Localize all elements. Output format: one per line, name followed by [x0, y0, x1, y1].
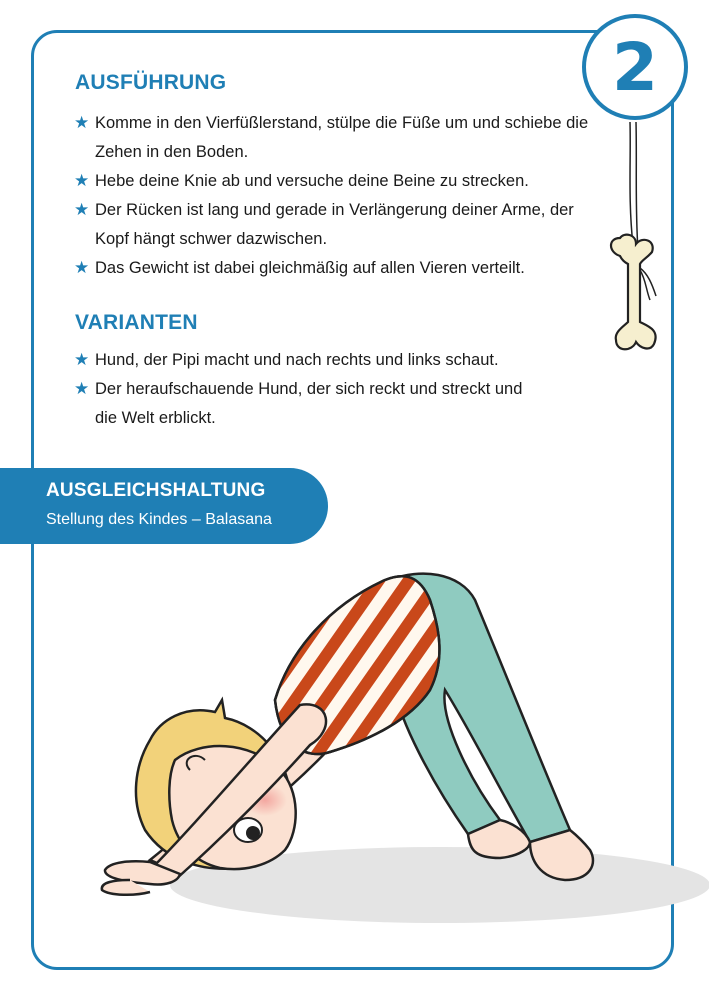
star-icon: ★: [74, 200, 90, 220]
varianten-heading: VARIANTEN: [75, 311, 198, 334]
ausfuehrung-heading: AUSFÜHRUNG: [75, 71, 227, 94]
list-item: ★ Das Gewicht ist dabei gleichmäßig auf allen Vieren verteilt.: [74, 254, 604, 283]
list-item: ★ Komme in den Vierfüßlerstand, stülpe die Füße um und schiebe die Zehen in den Boden.: [74, 109, 604, 167]
list-item: ★ Der heraufschauende Hund, der sich reckt und streckt und die Welt erblickt.: [74, 375, 534, 433]
star-icon: ★: [74, 350, 90, 370]
star-icon: ★: [74, 379, 90, 399]
ausgleichshaltung-title: AUSGLEICHSHALTUNG: [46, 480, 266, 501]
star-icon: ★: [74, 171, 90, 191]
list-item: ★ Hund, der Pipi macht und nach rechts und links schaut.: [74, 346, 534, 375]
pose-number: 2: [612, 28, 658, 106]
star-icon: ★: [74, 258, 90, 278]
star-icon: ★: [74, 113, 90, 133]
list-item: ★ Hebe deine Knie ab und versuche deine Beine zu strecken.: [74, 167, 604, 196]
ausgleichshaltung-subtitle: Stellung des Kindes – Balasana: [46, 511, 272, 528]
list-item: ★ Der Rücken ist lang und gerade in Verlängerung deiner Arme, der Kopf hängt schwer dazwischen.: [74, 196, 604, 254]
